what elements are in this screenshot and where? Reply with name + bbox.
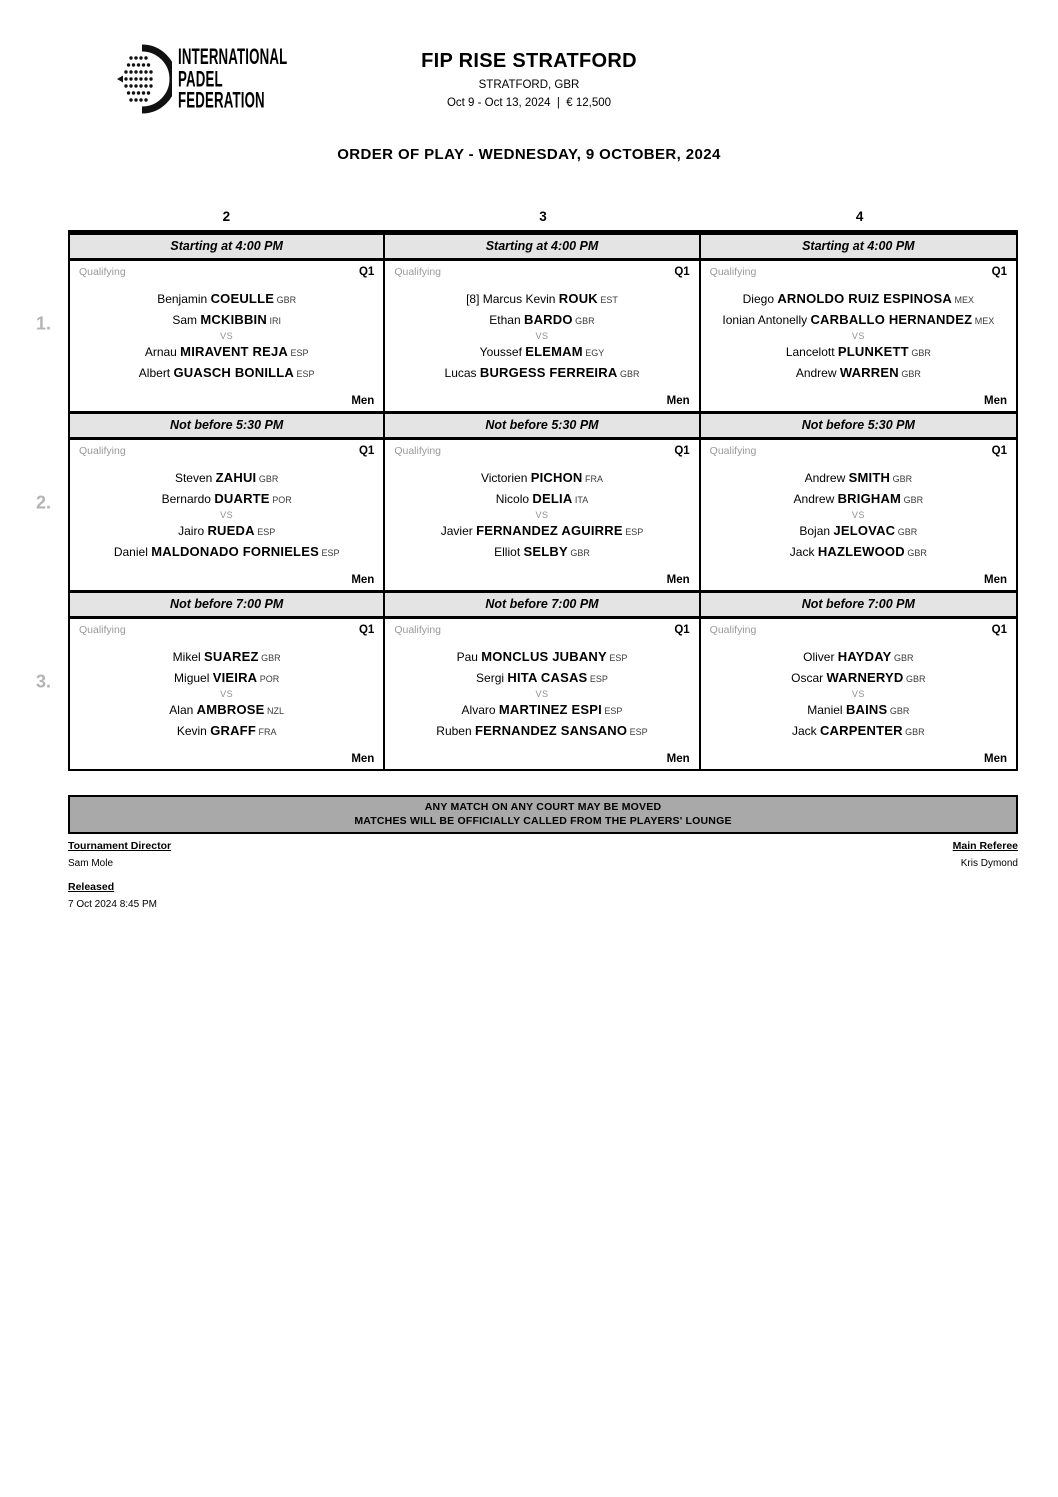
vs-label: VS bbox=[220, 510, 234, 520]
player-line bbox=[480, 342, 605, 363]
player-seed: [8] bbox=[466, 292, 483, 306]
time-header: Starting at 4:00 PM bbox=[385, 235, 700, 258]
player-first-name: Lancelott bbox=[785, 345, 838, 359]
match-category-label: Qualifying bbox=[709, 266, 757, 278]
player-country-code: GBR bbox=[617, 369, 640, 379]
player-last-name: MCKIBBIN bbox=[200, 312, 267, 327]
row-number: 1. bbox=[36, 313, 52, 334]
player-first-name: Andrew bbox=[804, 471, 849, 485]
match-round-badge: Q1 bbox=[991, 624, 1007, 636]
player-line bbox=[445, 363, 640, 384]
player-country-code: GBR bbox=[902, 727, 925, 737]
time-header: Not before 5:30 PM bbox=[385, 414, 700, 437]
match-card-footer bbox=[710, 574, 1007, 586]
tournament-director-name: Sam Mole bbox=[68, 858, 114, 869]
player-last-name: ROUK bbox=[558, 291, 598, 306]
player-line bbox=[177, 721, 277, 742]
match-gender-label: Men bbox=[984, 753, 1007, 765]
player-first-name: Oscar bbox=[791, 671, 827, 685]
player-last-name: COEULLE bbox=[210, 291, 275, 306]
player-country-code: GBR bbox=[256, 474, 279, 484]
row-number: 2. bbox=[36, 492, 52, 513]
player-country-code: GBR bbox=[891, 653, 914, 663]
player-country-code: GBR bbox=[567, 548, 590, 558]
player-first-name: Oliver bbox=[803, 650, 838, 664]
match-card bbox=[701, 619, 1016, 769]
match-category-label: Qualifying bbox=[79, 445, 126, 457]
footer bbox=[68, 840, 1018, 910]
player-first-name: Maniel bbox=[807, 703, 846, 717]
match-players bbox=[710, 457, 1007, 574]
player-country-code: NZL bbox=[264, 706, 285, 716]
player-last-name: DUARTE bbox=[214, 491, 270, 506]
vs-label: VS bbox=[535, 331, 549, 341]
player-first-name: Benjamin bbox=[157, 292, 211, 306]
player-first-name: Lucas bbox=[444, 366, 480, 380]
player-country-code: ESP bbox=[627, 727, 648, 737]
player-last-name: AMBROSE bbox=[196, 702, 265, 717]
time-header: Not before 7:00 PM bbox=[70, 593, 385, 616]
player-line bbox=[175, 468, 278, 489]
time-header: Not before 5:30 PM bbox=[801, 418, 915, 432]
match-category-label: Qualifying bbox=[394, 624, 442, 636]
event-title: FIP RISE STRATFORD bbox=[421, 50, 637, 72]
player-last-name: BRIGHAM bbox=[837, 491, 902, 506]
player-last-name: MONCLUS JUBANY bbox=[481, 649, 607, 664]
tournament-director-label: Tournament Director bbox=[68, 840, 172, 852]
player-first-name: Jack bbox=[791, 724, 820, 738]
player-line bbox=[803, 647, 913, 668]
player-first-name: Elliot bbox=[494, 545, 524, 559]
player-first-name: Steven bbox=[174, 471, 216, 485]
match-card bbox=[385, 619, 700, 769]
match-card-footer bbox=[710, 753, 1007, 765]
vs-label: VS bbox=[220, 331, 234, 341]
player-country-code: ESP bbox=[606, 653, 628, 663]
player-country-code: ESP bbox=[601, 706, 623, 716]
player-line bbox=[792, 721, 925, 742]
player-country-code: EGY bbox=[582, 348, 605, 358]
match-card-header bbox=[710, 266, 1007, 278]
logo-line-1: INTERNATIONAL bbox=[178, 44, 288, 70]
match-card bbox=[70, 261, 385, 411]
player-country-code: GBR bbox=[901, 495, 924, 505]
player-country-code: ESP bbox=[318, 548, 340, 558]
player-line bbox=[743, 289, 974, 310]
player-last-name: BURGESS FERREIRA bbox=[479, 365, 618, 380]
match-players bbox=[79, 457, 374, 574]
player-country-code: GBR bbox=[890, 474, 913, 484]
vs-label: VS bbox=[851, 331, 865, 341]
match-round-badge: Q1 bbox=[358, 266, 375, 278]
match-category-label: Qualifying bbox=[394, 445, 442, 457]
player-first-name: Alvaro bbox=[461, 703, 499, 717]
match-card-header bbox=[79, 445, 374, 457]
match-gender-label: Men bbox=[984, 395, 1007, 407]
match-card-header bbox=[710, 445, 1007, 457]
match-gender-label: Men bbox=[984, 574, 1007, 586]
player-line bbox=[174, 668, 279, 689]
player-first-name: Nicolo bbox=[495, 492, 533, 506]
time-header: Not before 7:00 PM bbox=[385, 593, 700, 616]
match-card bbox=[70, 440, 385, 590]
match-round-badge: Q1 bbox=[674, 266, 690, 278]
player-last-name: VIEIRA bbox=[212, 670, 258, 685]
player-last-name: MIRAVENT REJA bbox=[180, 344, 288, 359]
player-line bbox=[794, 489, 924, 510]
match-card-header bbox=[710, 624, 1007, 636]
court-number-2: 2 bbox=[222, 209, 231, 224]
match-players bbox=[79, 278, 374, 395]
player-country-code: ESP bbox=[587, 674, 608, 684]
player-line bbox=[178, 521, 275, 542]
player-first-name: Andrew bbox=[793, 492, 838, 506]
notice-banner bbox=[68, 795, 1018, 834]
time-header: Starting at 4:00 PM bbox=[70, 235, 385, 258]
match-row bbox=[36, 261, 1016, 414]
player-first-name: Victorien bbox=[480, 471, 531, 485]
player-line bbox=[457, 647, 628, 668]
player-line bbox=[786, 342, 931, 363]
event-prize: € 12,500 bbox=[566, 97, 612, 109]
player-country-code: ESP bbox=[254, 527, 276, 537]
player-last-name: MARTINEZ ESPI bbox=[498, 702, 602, 717]
player-first-name: Marcus Kevin bbox=[482, 292, 559, 306]
vs-label: VS bbox=[851, 510, 865, 520]
match-category-label: Qualifying bbox=[709, 624, 757, 636]
player-last-name: CARPENTER bbox=[819, 723, 903, 738]
player-first-name: Mikel bbox=[172, 650, 204, 664]
player-first-name: Pau bbox=[456, 650, 482, 664]
match-gender-label: Men bbox=[666, 574, 690, 586]
vs-label: VS bbox=[851, 689, 865, 699]
player-first-name: Bojan bbox=[799, 524, 834, 538]
player-first-name: Albert bbox=[138, 366, 174, 380]
player-line bbox=[462, 700, 623, 721]
player-first-name: Daniel bbox=[113, 545, 152, 559]
player-last-name: HITA CASAS bbox=[507, 670, 588, 685]
player-line bbox=[722, 310, 994, 331]
match-round-badge: Q1 bbox=[674, 624, 690, 636]
time-strip bbox=[70, 414, 1016, 440]
player-last-name: ARNOLDO RUIZ ESPINOSA bbox=[777, 291, 952, 306]
player-line bbox=[145, 342, 309, 363]
vs-label: VS bbox=[535, 510, 549, 520]
player-line bbox=[489, 310, 594, 331]
player-country-code: ITA bbox=[572, 495, 589, 505]
player-line bbox=[466, 289, 618, 310]
player-last-name: ELEMAM bbox=[525, 344, 583, 359]
match-players bbox=[79, 636, 374, 753]
match-gender-label: Men bbox=[351, 574, 375, 586]
time-header: Not before 5:30 PM bbox=[70, 414, 385, 437]
player-country-code: MEX bbox=[951, 295, 974, 305]
match-card bbox=[70, 619, 385, 769]
player-line bbox=[805, 468, 913, 489]
order-of-play-title: ORDER OF PLAY - WEDNESDAY, 9 OCTOBER, 2024 bbox=[337, 146, 721, 163]
player-first-name: Youssef bbox=[479, 345, 526, 359]
player-last-name: HAZLEWOOD bbox=[817, 544, 905, 559]
player-country-code: FRA bbox=[582, 474, 604, 484]
main-referee-name: Kris Dymond bbox=[960, 858, 1018, 869]
player-first-name: Alan bbox=[169, 703, 197, 717]
player-line bbox=[162, 489, 292, 510]
player-last-name: CARBALLO HERNANDEZ bbox=[810, 312, 973, 327]
player-country-code: ESP bbox=[622, 527, 644, 537]
vs-label: VS bbox=[220, 689, 234, 699]
match-card-footer bbox=[394, 753, 689, 765]
player-country-code: IRI bbox=[266, 316, 281, 326]
match-gender-label: Men bbox=[351, 395, 375, 407]
player-last-name: GRAFF bbox=[210, 723, 256, 738]
player-first-name: Ethan bbox=[489, 313, 524, 327]
released-label: Released bbox=[68, 881, 115, 893]
match-round-badge: Q1 bbox=[674, 445, 690, 457]
player-line bbox=[441, 521, 644, 542]
match-card bbox=[385, 440, 700, 590]
player-first-name: Arnau bbox=[144, 345, 181, 359]
player-first-name: Sam bbox=[172, 313, 201, 327]
player-first-name: Bernardo bbox=[161, 492, 215, 506]
player-line bbox=[807, 700, 909, 721]
notice-line-1: ANY MATCH ON ANY COURT MAY BE MOVED bbox=[424, 801, 662, 813]
player-last-name: FERNANDEZ SANSANO bbox=[474, 723, 628, 738]
match-card-footer bbox=[79, 395, 374, 407]
player-first-name: Andrew bbox=[795, 366, 840, 380]
player-line bbox=[476, 668, 608, 689]
match-card-header bbox=[394, 266, 689, 278]
player-line bbox=[139, 363, 315, 384]
player-line bbox=[169, 700, 284, 721]
match-card-header bbox=[394, 445, 689, 457]
player-last-name: FERNANDEZ AGUIRRE bbox=[476, 523, 623, 538]
player-country-code: GBR bbox=[908, 348, 931, 358]
player-line bbox=[496, 489, 589, 510]
player-country-code: GBR bbox=[904, 548, 927, 558]
match-round-badge: Q1 bbox=[358, 624, 375, 636]
player-last-name: SUAREZ bbox=[204, 649, 259, 664]
player-last-name: BARDO bbox=[524, 312, 573, 327]
player-first-name: Javier bbox=[440, 524, 477, 538]
player-first-name: Ionian Antonelly bbox=[722, 313, 811, 327]
player-last-name: WARREN bbox=[839, 365, 899, 380]
match-round-badge: Q1 bbox=[991, 445, 1007, 457]
match-card-header bbox=[79, 624, 374, 636]
event-location: STRATFORD, GBR bbox=[478, 79, 580, 91]
player-country-code: POR bbox=[257, 674, 280, 684]
player-last-name: GUASCH BONILLA bbox=[173, 365, 295, 380]
player-first-name: Sergi bbox=[476, 671, 508, 685]
match-card bbox=[385, 261, 700, 411]
player-line bbox=[157, 289, 296, 310]
player-last-name: PLUNKETT bbox=[837, 344, 909, 359]
player-first-name: Kevin bbox=[176, 724, 211, 738]
player-line bbox=[799, 521, 917, 542]
player-country-code: GBR bbox=[274, 295, 297, 305]
player-last-name: RUEDA bbox=[207, 523, 255, 538]
time-header: Not before 7:00 PM bbox=[801, 597, 915, 611]
time-strip bbox=[70, 593, 1016, 619]
player-country-code: POR bbox=[269, 495, 292, 505]
player-last-name: DELIA bbox=[532, 491, 573, 506]
match-card-footer bbox=[710, 395, 1007, 407]
time-strip bbox=[70, 235, 1016, 261]
match-players bbox=[394, 278, 689, 395]
player-line bbox=[791, 668, 925, 689]
event-header bbox=[0, 50, 1058, 109]
match-card bbox=[701, 440, 1016, 590]
match-players bbox=[394, 457, 689, 574]
match-card-footer bbox=[79, 753, 374, 765]
match-row bbox=[36, 619, 1016, 771]
match-round-badge: Q1 bbox=[358, 445, 375, 457]
player-last-name: BAINS bbox=[845, 702, 888, 717]
match-card-header bbox=[79, 266, 374, 278]
player-country-code: GBR bbox=[572, 316, 595, 326]
row-number: 3. bbox=[36, 671, 52, 692]
vs-label: VS bbox=[535, 689, 549, 699]
player-line bbox=[481, 468, 603, 489]
match-card-footer bbox=[394, 395, 689, 407]
player-country-code: GBR bbox=[898, 369, 921, 379]
match-row bbox=[36, 440, 1016, 593]
player-country-code: MEX bbox=[972, 316, 995, 326]
notice-line-2: MATCHES WILL BE OFFICIALLY CALLED FROM THE PLAYERS' LOUNGE bbox=[354, 815, 732, 827]
match-category-label: Qualifying bbox=[79, 266, 126, 278]
logo-line-3: FEDERATION bbox=[178, 87, 265, 113]
player-line bbox=[173, 647, 281, 668]
match-card bbox=[701, 261, 1016, 411]
court-number-4: 4 bbox=[855, 209, 864, 224]
player-first-name: Miguel bbox=[174, 671, 213, 685]
court-number-3: 3 bbox=[539, 209, 547, 224]
player-country-code: ESP bbox=[287, 348, 309, 358]
player-last-name: ZAHUI bbox=[215, 470, 257, 485]
match-card-footer bbox=[394, 574, 689, 586]
match-players bbox=[710, 278, 1007, 395]
player-last-name: WARNERYD bbox=[826, 670, 904, 685]
player-line bbox=[790, 542, 927, 563]
match-gender-label: Men bbox=[666, 753, 690, 765]
match-card-header bbox=[394, 624, 689, 636]
event-date-range: Oct 9 - Oct 13, 2024 bbox=[446, 97, 551, 109]
main-referee-label: Main Referee bbox=[952, 840, 1018, 852]
player-last-name: HAYDAY bbox=[837, 649, 892, 664]
player-last-name: SMITH bbox=[848, 470, 891, 485]
match-category-label: Qualifying bbox=[709, 445, 757, 457]
player-last-name: JELOVAC bbox=[833, 523, 896, 538]
event-dates bbox=[0, 97, 1058, 109]
player-last-name: PICHON bbox=[530, 470, 583, 485]
player-last-name: MALDONADO FORNIELES bbox=[151, 544, 319, 559]
player-country-code: EST bbox=[597, 295, 618, 305]
player-line bbox=[494, 542, 590, 563]
event-divider: | bbox=[556, 97, 560, 109]
match-players bbox=[394, 636, 689, 753]
match-gender-label: Men bbox=[666, 395, 690, 407]
match-category-label: Qualifying bbox=[394, 266, 442, 278]
player-country-code: GBR bbox=[903, 674, 926, 684]
player-last-name: SELBY bbox=[523, 544, 568, 559]
order-grid-body bbox=[36, 235, 1018, 771]
player-first-name: Jack bbox=[789, 545, 818, 559]
logo-line-2: PADEL bbox=[178, 66, 223, 92]
player-country-code: GBR bbox=[887, 706, 910, 716]
court-number-row bbox=[68, 209, 1018, 230]
player-line bbox=[436, 721, 647, 742]
time-header: Starting at 4:00 PM bbox=[802, 239, 915, 253]
player-country-code: GBR bbox=[895, 527, 918, 537]
match-round-badge: Q1 bbox=[991, 266, 1007, 278]
released-datetime: 7 Oct 2024 8:45 PM bbox=[68, 899, 157, 910]
player-first-name: Jairo bbox=[178, 524, 208, 538]
match-players bbox=[710, 636, 1007, 753]
order-grid bbox=[36, 209, 1018, 771]
match-card-footer bbox=[79, 574, 374, 586]
player-line bbox=[796, 363, 921, 384]
player-country-code: GBR bbox=[258, 653, 281, 663]
player-first-name: Ruben bbox=[436, 724, 475, 738]
player-first-name: Diego bbox=[742, 292, 778, 306]
player-country-code: ESP bbox=[294, 369, 315, 379]
match-category-label: Qualifying bbox=[79, 624, 126, 636]
player-line bbox=[172, 310, 281, 331]
match-gender-label: Men bbox=[351, 753, 375, 765]
player-country-code: FRA bbox=[255, 727, 277, 737]
player-line bbox=[114, 542, 340, 563]
